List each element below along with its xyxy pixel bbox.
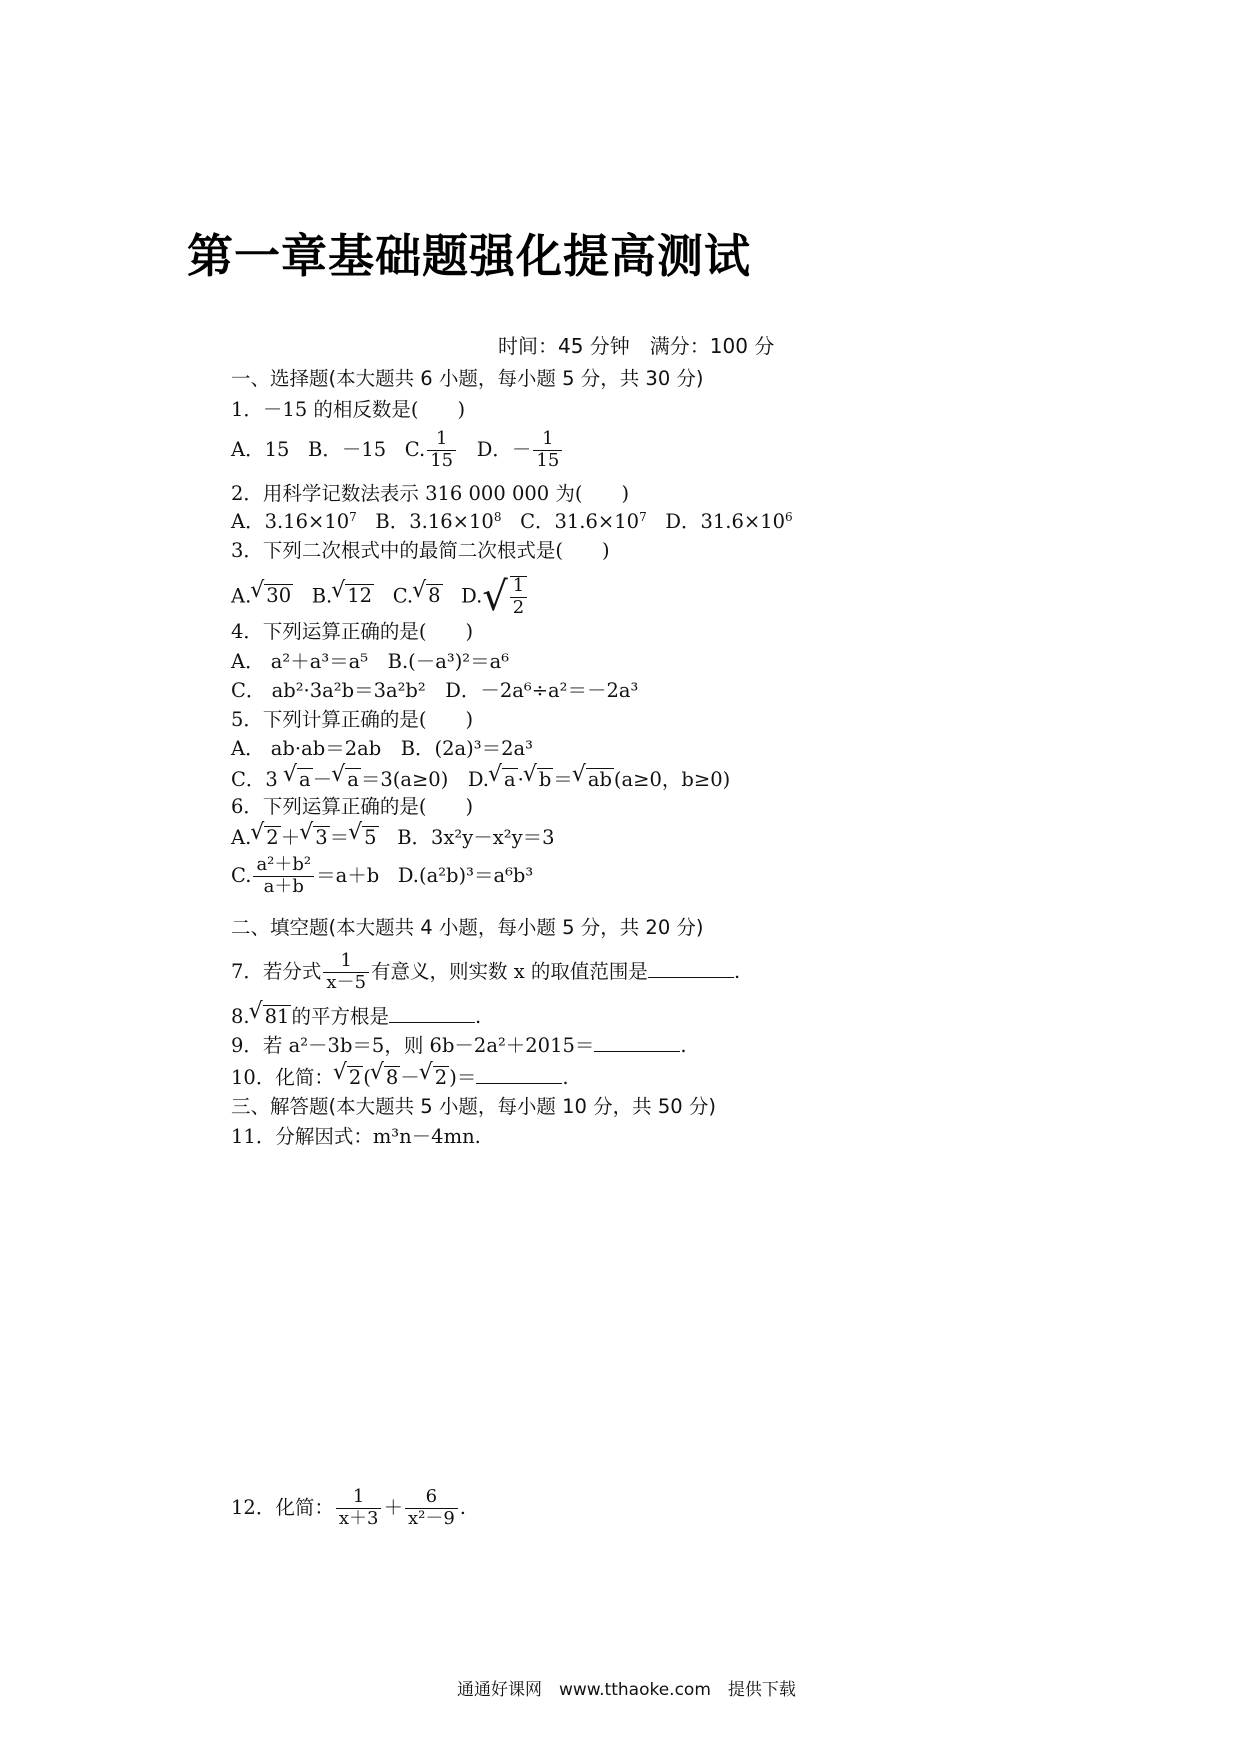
operator: ＋ bbox=[280, 826, 301, 849]
fraction-numerator: 6 bbox=[405, 1488, 458, 1509]
question-3-stem: 3．下列二次根式中的最简二次根式是( ) bbox=[231, 539, 610, 562]
operator: ＝ bbox=[329, 826, 350, 849]
question-12 bbox=[231, 1488, 466, 1529]
q12-end: . bbox=[459, 1495, 466, 1519]
paren-close: )＝ bbox=[449, 1066, 477, 1089]
answer-blank[interactable] bbox=[648, 961, 734, 978]
q9-text: 9．若 a²－3b＝5，则 6b－2a²＋2015＝ bbox=[231, 1034, 595, 1057]
q3-option-d-prefix: D. bbox=[461, 584, 483, 608]
sqrt-symbol bbox=[525, 768, 553, 790]
fraction-denominator: x²－9 bbox=[407, 1507, 455, 1529]
fraction-denominator: 15 bbox=[430, 449, 454, 471]
radicand: 30 bbox=[266, 584, 292, 608]
q7-suffix: 有意义，则实数 x 的取值范围是 bbox=[371, 959, 648, 983]
q3-option-a-prefix: A. bbox=[231, 584, 252, 608]
radicand: 5 bbox=[364, 826, 377, 849]
fraction-numerator: 1 bbox=[533, 430, 562, 451]
q1-option-a: A．15 bbox=[231, 437, 290, 461]
question-4-stem: 4．下列运算正确的是( ) bbox=[231, 620, 474, 643]
q8-prefix: 8. bbox=[231, 1005, 250, 1028]
q10-end: . bbox=[562, 1066, 569, 1089]
operator: ＋ bbox=[383, 1495, 403, 1519]
page-title: 第一章基础题强化提高测试 bbox=[187, 229, 751, 283]
q5-option-c-end: ＝3(a≥0) D. bbox=[360, 768, 489, 791]
answer-blank[interactable] bbox=[476, 1067, 562, 1084]
fraction-denominator: x－5 bbox=[326, 971, 367, 993]
question-6-options-cd bbox=[231, 856, 533, 897]
q2-option-b: B．3.16×10 bbox=[375, 510, 494, 533]
q6-option-a-prefix: A. bbox=[231, 826, 252, 849]
q1-option-c-fraction bbox=[427, 430, 456, 471]
question-3-options bbox=[231, 573, 529, 620]
radicand: 8 bbox=[385, 1066, 399, 1089]
q8-end: . bbox=[474, 1005, 482, 1028]
sqrt-symbol bbox=[333, 768, 361, 790]
section-heading-answer: 三、解答题(本大题共 5 小题，每小题 10 分，共 50 分) bbox=[231, 1095, 716, 1118]
q6-option-d: D.(a²b)³＝a⁶b³ bbox=[397, 863, 534, 887]
q7-end: . bbox=[733, 959, 741, 983]
radicand: b bbox=[538, 768, 552, 791]
time-score-info: 时间：45 分钟 满分：100 分 bbox=[498, 334, 775, 358]
q6-option-b: B．3x²y－x²y＝3 bbox=[397, 826, 555, 849]
q7-prefix: 7．若分式 bbox=[231, 959, 322, 983]
exponent: 8 bbox=[493, 510, 502, 524]
large-sqrt-symbol: √ bbox=[482, 573, 508, 620]
fraction-numerator: 1 bbox=[336, 1488, 382, 1509]
fraction-numerator: 1 bbox=[510, 577, 527, 598]
sqrt-symbol bbox=[490, 768, 518, 790]
sqrt-symbol bbox=[335, 1066, 363, 1088]
radicand: 8 bbox=[428, 584, 441, 608]
radicand: 2 bbox=[348, 1066, 362, 1089]
radicand: a bbox=[347, 768, 359, 791]
q8-suffix: 的平方根是 bbox=[291, 1005, 389, 1028]
operator: · bbox=[517, 768, 524, 791]
q12-fraction-1 bbox=[336, 1488, 382, 1529]
question-10 bbox=[231, 1066, 569, 1088]
question-1-options bbox=[231, 430, 564, 471]
q12-fraction-2 bbox=[405, 1488, 458, 1529]
sqrt-symbol bbox=[301, 826, 329, 848]
q1-option-d-fraction bbox=[533, 430, 562, 471]
q5-option-c-text: C．3 bbox=[231, 768, 285, 791]
question-6-stem: 6．下列运算正确的是( ) bbox=[231, 795, 474, 818]
radicand: 12 bbox=[347, 584, 373, 608]
question-5-options-cd bbox=[231, 768, 730, 790]
sqrt-symbol bbox=[285, 768, 313, 790]
fraction-denominator: x＋3 bbox=[338, 1507, 379, 1529]
question-5-stem: 5．下列计算正确的是( ) bbox=[231, 708, 474, 731]
question-6-options-ab bbox=[231, 826, 555, 848]
question-11: 11．分解因式：m³n－4mn. bbox=[231, 1125, 481, 1148]
radicand: 2 bbox=[266, 826, 279, 849]
question-4-options-ab: A． a²＋a³＝a⁵ B.(－a³)²＝a⁶ bbox=[231, 650, 510, 673]
section-heading-choice: 一、选择题(本大题共 6 小题，每小题 5 分，共 30 分) bbox=[231, 367, 704, 390]
q6-option-c-fraction bbox=[253, 856, 314, 897]
operator: ＝ bbox=[553, 768, 573, 791]
sqrt-symbol bbox=[252, 826, 280, 848]
sqrt-symbol bbox=[252, 584, 293, 606]
radicand: a bbox=[503, 768, 516, 791]
answer-blank[interactable] bbox=[594, 1035, 680, 1052]
radicand: 2 bbox=[434, 1066, 448, 1089]
question-2-options bbox=[231, 512, 793, 532]
radicand: ab bbox=[587, 768, 612, 791]
answer-blank[interactable] bbox=[389, 1006, 475, 1023]
q3-option-d-fraction bbox=[510, 576, 527, 618]
exponent: 6 bbox=[785, 510, 793, 524]
q1-option-b: B．－15 bbox=[308, 437, 387, 461]
q6-option-c-prefix: C. bbox=[231, 863, 252, 887]
q2-option-d: D．31.6×10 bbox=[665, 510, 786, 533]
question-2-stem: 2．用科学记数法表示 316 000 000 为( ) bbox=[231, 482, 630, 505]
q1-option-c-prefix: C. bbox=[404, 437, 426, 461]
question-9 bbox=[231, 1035, 687, 1056]
page-footer: 通通好课网 www.tthaoke.com 提供下载 bbox=[457, 1680, 796, 1700]
q9-end: . bbox=[680, 1034, 687, 1057]
paren: ( bbox=[363, 1066, 371, 1089]
sqrt-symbol bbox=[350, 826, 378, 848]
sqrt-symbol bbox=[414, 584, 442, 606]
q2-option-a: A．3.16×10 bbox=[231, 510, 350, 533]
q12-prefix: 12．化简： bbox=[231, 1495, 334, 1519]
q10-prefix: 10．化简： bbox=[231, 1066, 334, 1089]
fraction-numerator: 1 bbox=[323, 952, 369, 973]
q6-option-c-rest: ＝a＋b bbox=[316, 863, 380, 887]
exponent: 7 bbox=[349, 510, 357, 524]
question-8 bbox=[231, 1005, 481, 1027]
fraction-numerator: 1 bbox=[427, 430, 456, 451]
fraction-denominator: 15 bbox=[536, 449, 560, 471]
question-4-options-cd: C． ab²·3a²b＝3a²b² D．－2a⁶÷a²＝－2a³ bbox=[231, 679, 639, 702]
radicand: a bbox=[299, 768, 311, 791]
sqrt-symbol bbox=[372, 1066, 400, 1088]
q5-option-d-condition: (a≥0，b≥0) bbox=[613, 768, 731, 791]
q1-option-d-prefix: D．－ bbox=[476, 437, 532, 461]
question-7 bbox=[231, 952, 740, 993]
q3-option-c-prefix: C. bbox=[392, 584, 414, 608]
q2-option-c: C．31.6×10 bbox=[520, 510, 640, 533]
sqrt-symbol bbox=[333, 584, 374, 606]
radicand: 81 bbox=[264, 1005, 290, 1028]
fraction-denominator: a＋b bbox=[263, 875, 304, 897]
question-1-stem: 1．－15 的相反数是( ) bbox=[231, 398, 466, 421]
fraction-denominator: 2 bbox=[512, 596, 525, 618]
q7-fraction bbox=[323, 952, 369, 993]
fraction-numerator: a²＋b² bbox=[253, 856, 314, 877]
q3-option-b-prefix: B. bbox=[311, 584, 333, 608]
operator: － bbox=[312, 768, 333, 791]
sqrt-symbol bbox=[251, 1005, 292, 1027]
radicand: 3 bbox=[315, 826, 328, 849]
exponent: 7 bbox=[639, 510, 647, 524]
operator: － bbox=[400, 1066, 420, 1089]
question-5-options-ab: A． ab·ab＝2ab B．(2a)³＝2a³ bbox=[231, 737, 533, 760]
sqrt-symbol bbox=[421, 1066, 449, 1088]
sqrt-symbol bbox=[574, 768, 614, 790]
section-heading-fill-blank: 二、填空题(本大题共 4 小题，每小题 5 分，共 20 分) bbox=[231, 916, 704, 939]
